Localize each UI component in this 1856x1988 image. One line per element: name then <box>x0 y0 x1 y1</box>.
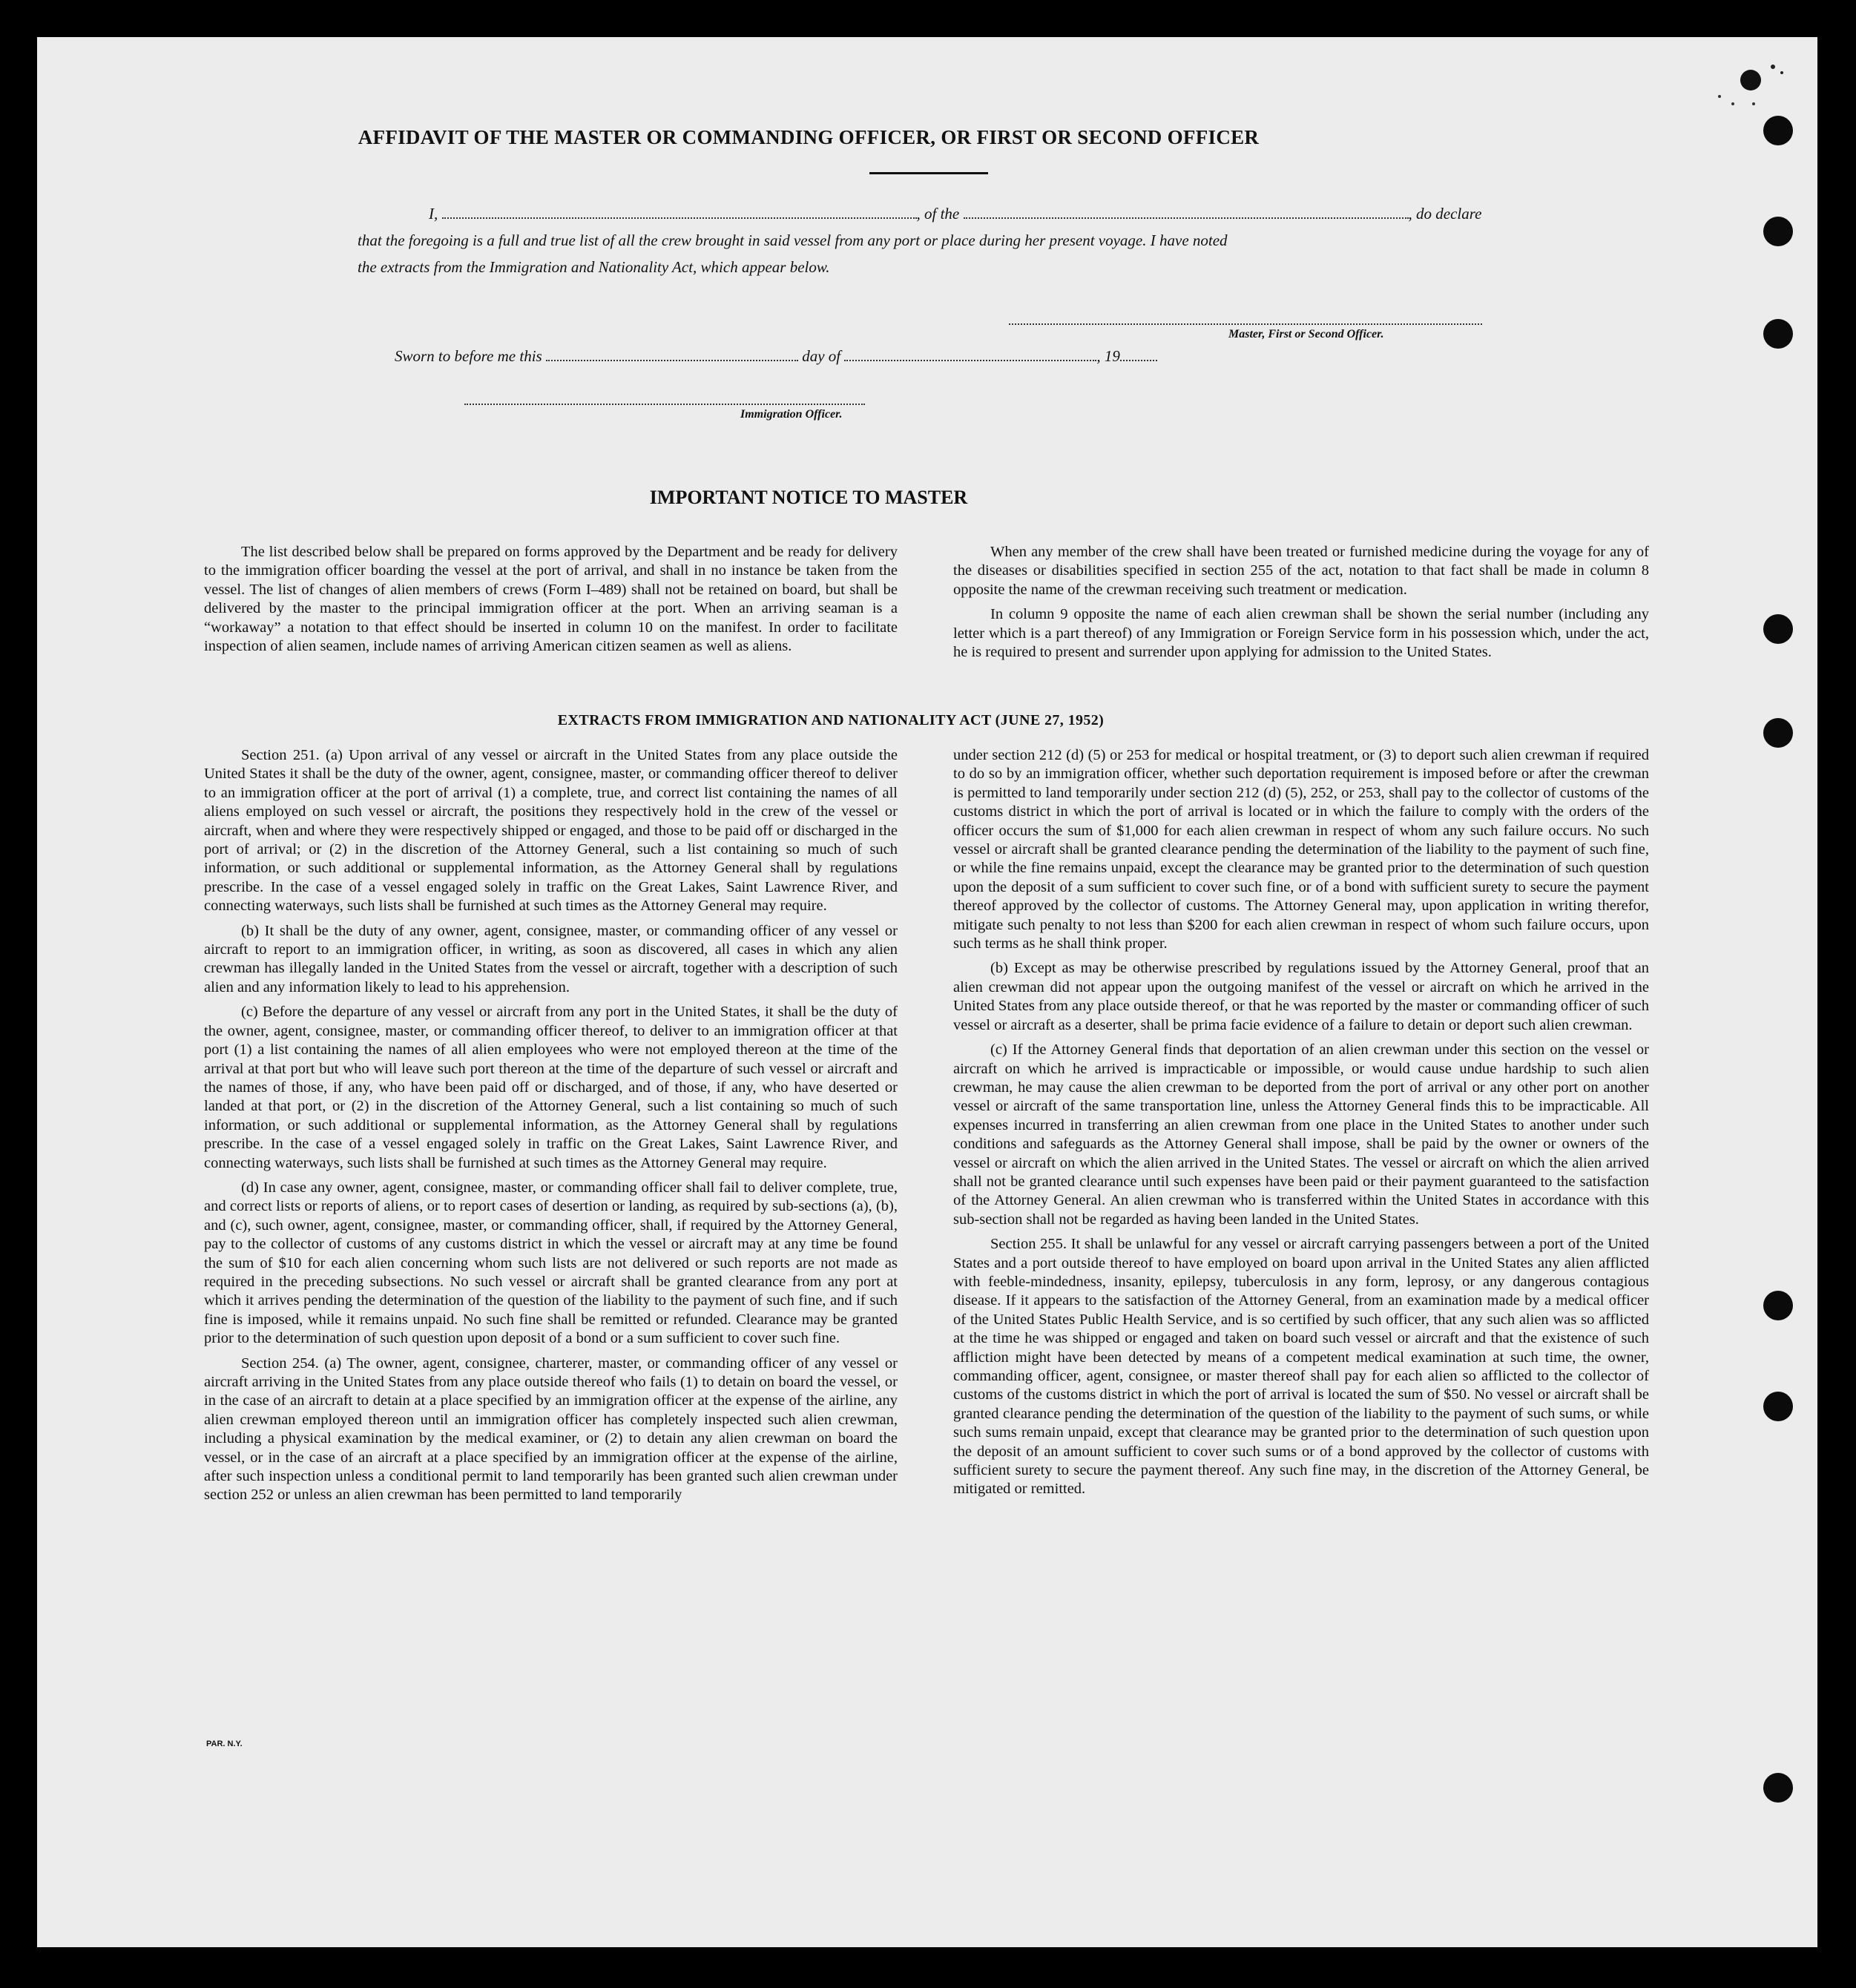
notice-title: IMPORTANT NOTICE TO MASTER <box>649 487 968 508</box>
ink-blot-icon <box>1699 50 1795 110</box>
punch-hole-icon <box>1763 718 1793 748</box>
section-254c-paragraph: (c) If the Attorney General finds that deportation of an alien crewman under this section on the vessel or aircraft on which he arrived is impracticable or impossible, or would cause undue hardship to such alien crewman, he may cause the alien crewman to be deported from the port of arrival or any other port on another vessel or aircraft of the same transportation line, unless the Attorney General finds this to be impracticable. All expenses incurred in transferring an alien crewman from one place in the United States to another under such conditions and safeguards as the Attorney General shall impose, shall be paid by the owner or owners of the vessel or aircraft on which the alien arrived in the United States. The vessel or aircraft on which the alien arrived shall not be granted clearance until such expenses have been paid or their payment guaranteed to the satisfaction of the Attorney General. An alien crewman who is transferred within the United States in accordance with this sub-section shall not be regarded as having been landed in the United States. <box>953 1041 1649 1228</box>
notice-paragraph: In column 9 opposite the name of each alien crewman shall be shown the serial number (including any letter which is a part thereof) of any Immigration or Foreign Service form in his possession which, under the act, he is required to present and surrender upon applying for admission to the United States. <box>953 606 1649 661</box>
day-of-label: day of <box>802 347 841 365</box>
punch-hole-icon <box>1763 116 1793 145</box>
section-251c-paragraph: (c) Before the departure of any vessel or aircraft from any port in the United States, it shall be the duty of the owner, agent, consignee, master, or commanding officer thereof, to deliver to an immigration officer at that port (1) a list containing the names of all alien employees who were not employed thereon at the time of the arrival at that port but who will leave such port thereon at the time of the departure of such vessel or aircraft and the names of those, if any, who have been paid off or discharged, and of those, if any, who have deserted or landed at that port, or (2) in the discretion of the Attorney General, such a list containing so much of such information, or such additional or supplemental information, as the Attorney General shall by regulations prescribe. In the case of a vessel engaged solely in traffic on the Great Lakes, Saint Lawrence River, and connecting waterways, such lists shall be furnished at such times as the Attorney General may require. <box>204 1004 898 1171</box>
extracts-title: EXTRACTS FROM IMMIGRATION AND NATIONALITY ACT (JUNE 27, 1952) <box>557 712 1105 728</box>
officer-signature-field[interactable] <box>464 404 865 405</box>
section-251d-paragraph: (d) In case any owner, agent, consignee, master, or commanding officer shall fail to deliver complete, true, and correct lists or reports of aliens, or to report cases of desertion or landing, as required by sub-sections (a), (b), and (c), such owner, agent, consignee, master, or commanding officer, shall, if required by the Attorney General, pay to the collector of customs of any customs district in which the vessel or aircraft may at any time be found the sum of $10 for each alien concerning whom such lists are not delivered or such reports are not made as required in the preceding subsections. No such vessel or aircraft shall be granted clearance from any port at which it arrives pending the determination of the question of the liability to the payment of such fine, and if such fine is imposed, while it remains unpaid. No such fine shall be remitted or refunded. Clearance may be granted prior to the determination of such question upon deposit of a bond or a sum sufficient to cover such fine. <box>204 1179 898 1347</box>
year-label: , 19 <box>1096 347 1120 365</box>
sworn-month-field[interactable] <box>844 360 1096 361</box>
title-divider <box>869 172 988 174</box>
officer-signature-label: Immigration Officer. <box>740 408 843 421</box>
section-251b-paragraph: (b) It shall be the duty of any owner, agent, consignee, master, or commanding officer of any vessel or aircraft to report to an immigration officer, in writing, as soon as discovered, all cases in which any alien crewman has illegally landed in the United States from the vessel or aircraft, together with a description of such alien and any information likely to lead to his apprehension. <box>204 922 898 995</box>
notice-paragraph: The list described below shall be prepared on forms approved by the Department and be ready for delivery to the immigration officer boarding the vessel at the port of arrival, and shall in no instance be taken from the vessel. The list of changes of alien members of crews (Form I–489) shall not be retained on board, but shall be delivered by the master to the principal immigration officer at the port. When an arriving seaman is a “workaway” a notation to that effect should be inserted in column 10 on the manifest. In order to facilitate inspection of alien seamen, include names of arriving American citizen seamen as well as aliens. <box>204 544 898 655</box>
declarant-name-field[interactable] <box>442 217 917 219</box>
vessel-of-the-label: , of the <box>916 205 960 223</box>
master-signature-label: Master, First or Second Officer. <box>1228 328 1384 340</box>
punch-hole-icon <box>1763 217 1793 246</box>
sworn-prefix: Sworn to before me this <box>395 347 542 365</box>
punch-hole-icon <box>1763 614 1793 644</box>
notice-right-column <box>953 543 1649 668</box>
sworn-line <box>395 347 1157 366</box>
declaration-text: that the foregoing is a full and true list of all the crew brought in said vessel from any port or place during her present voyage. I have noted <box>358 231 1228 249</box>
extracts-right-column <box>953 746 1649 1505</box>
section-251a-paragraph: Section 251. (a) Upon arrival of any vessel or aircraft in the United States from any place outside the United States it shall be the duty of the owner, agent, consignee, master, or commanding officer thereof to deliver to an immigration officer at the port of arrival (1) a complete, true, and correct list containing the names of all aliens employed on such vessel or aircraft, the positions they respectively hold in the crew of the vessel or aircraft, when and where they were respectively shipped or engaged, and those to be paid off or discharged in the port of arrival; or (2) in the discretion of the Attorney General, such a list containing so much of such information, or such additional or supplemental information, as the Attorney General shall by regulations prescribe. In the case of a vessel engaged solely in traffic on the Great Lakes, Saint Lawrence River, and connecting waterways, such lists shall be furnished at such times as the Attorney General may require. <box>204 747 898 915</box>
document-page <box>37 37 1817 1947</box>
extracts-left-column <box>204 746 898 1511</box>
printer-mark: PAR. N.Y. <box>206 1740 243 1748</box>
declaration-line <box>429 205 1481 223</box>
sworn-date-field[interactable] <box>546 360 798 361</box>
master-signature-field[interactable] <box>1009 323 1482 325</box>
punch-hole-icon <box>1763 319 1793 349</box>
punch-hole-icon <box>1763 1773 1793 1803</box>
notice-left-column <box>204 543 898 662</box>
declare-label: , do declare <box>1408 205 1482 223</box>
sworn-year-field[interactable] <box>1120 360 1157 361</box>
section-254b-paragraph: (b) Except as may be otherwise prescribed by regulations issued by the Attorney General, proof that an alien crewman did not appear upon the outgoing manifest of the vessel or aircraft on which he arrived in the United States from any place outside thereof, or that he was reported by the master or commanding officer of such vessel or aircraft as a deserter, shall be prima facie evidence of a failure to detain or deport such alien crewman. <box>953 960 1649 1033</box>
section-255-paragraph: Section 255. It shall be unlawful for any vessel or aircraft carrying passengers between a port of the United States and a port outside thereof to have employed on board upon arrival in the United States any alien afflicted with feeble-mindedness, insanity, epilepsy, tuberculosis in any form, leprosy, or any dangerous contagious disease. If it appears to the satisfaction of the Attorney General, from an examination made by a medical officer of the United States Public Health Service, and is so certified by such officer, that any such alien was so afflicted at the time he was shipped or engaged and taken on board such vessel or aircraft and that the existence of such affliction might have been detected by means of a competent medical examination at such time, the owner, commanding officer, agent, consignee, or master thereof shall pay for each alien so afflicted to the collector of customs of the customs district in which the port of arrival is located the sum of $50. No vessel or aircraft shall be granted clearance pending the determination of the question of the liability to the payment of such sums, or while such sums remain unpaid, except that clearance may be granted prior to the determination of such question upon the deposit of an amount sufficient to cover such sums or of a bond approved by the collector of customs with sufficient surety to secure the payment thereof. Any such fine may, in the discretion of the Attorney General, be mitigated or remitted. <box>953 1236 1649 1498</box>
notice-paragraph: When any member of the crew shall have been treated or furnished medicine during the voyage for any of the diseases or disabilities specified in section 255 of the act, notation to that fact shall be made in column 8 opposite the name of the crewman receiving such treatment or medication. <box>953 544 1649 598</box>
affidavit-title: AFFIDAVIT OF THE MASTER OR COMMANDING OFFICER, OR FIRST OR SECOND OFFICER <box>358 126 1260 148</box>
section-254a-continued: under section 212 (d) (5) or 253 for medical or hospital treatment, or (3) to deport such alien crewman if required to do so by an immigration officer, whether such deportation requirement is imposed before or after the crewman is permitted to land temporarily under section 212 (d) (5), 252, or 253, shall pay to the collector of customs of the customs district in which the port of arrival is located or in which the failure to comply with the orders of the officer occurs the sum of $1,000 for each alien crewman in respect of whom any such failure occurs. No such vessel or aircraft shall be granted clearance pending the determination of the liability to the payment of such fine, or while the fine remains unpaid, except the clearance may be granted prior to the determination of such question upon the deposit of a sum sufficient to cover such fine, or of a bond with sufficient surety to secure the payment thereof approved by the collector of customs. The Attorney General may, upon application in writing therefor, mitigate such penalty to not less than $200 for each alien crewman in respect of whom such failure occurs, upon such terms as he shall think proper. <box>953 747 1649 952</box>
vessel-name-field[interactable] <box>964 217 1409 219</box>
punch-hole-icon <box>1763 1291 1793 1320</box>
punch-hole-icon <box>1763 1392 1793 1421</box>
declarant-prefix: I, <box>429 205 438 223</box>
declaration-text-2: the extracts from the Immigration and Nationality Act, which appear below. <box>358 258 830 276</box>
section-254a-paragraph: Section 254. (a) The owner, agent, consignee, charterer, master, or commanding officer of any vessel or aircraft arriving in the United States from any place outside thereof who fails (1) to detain on board the vessel, or in the case of an aircraft to detain at a place specified by an immigration officer at the expense of the airline, any alien crewman employed thereon until an immigration officer has completely inspected such alien crewman, including a physical examination by the medical examiner, or (2) to detain any alien crewman on board the vessel, or in the case of an aircraft at a place specified by an immigration officer at the expense of the airline, after such inspection unless a conditional permit to land temporarily has been granted such alien crewman under section 252 or unless an alien crewman has been permitted to land temporarily <box>204 1355 898 1504</box>
